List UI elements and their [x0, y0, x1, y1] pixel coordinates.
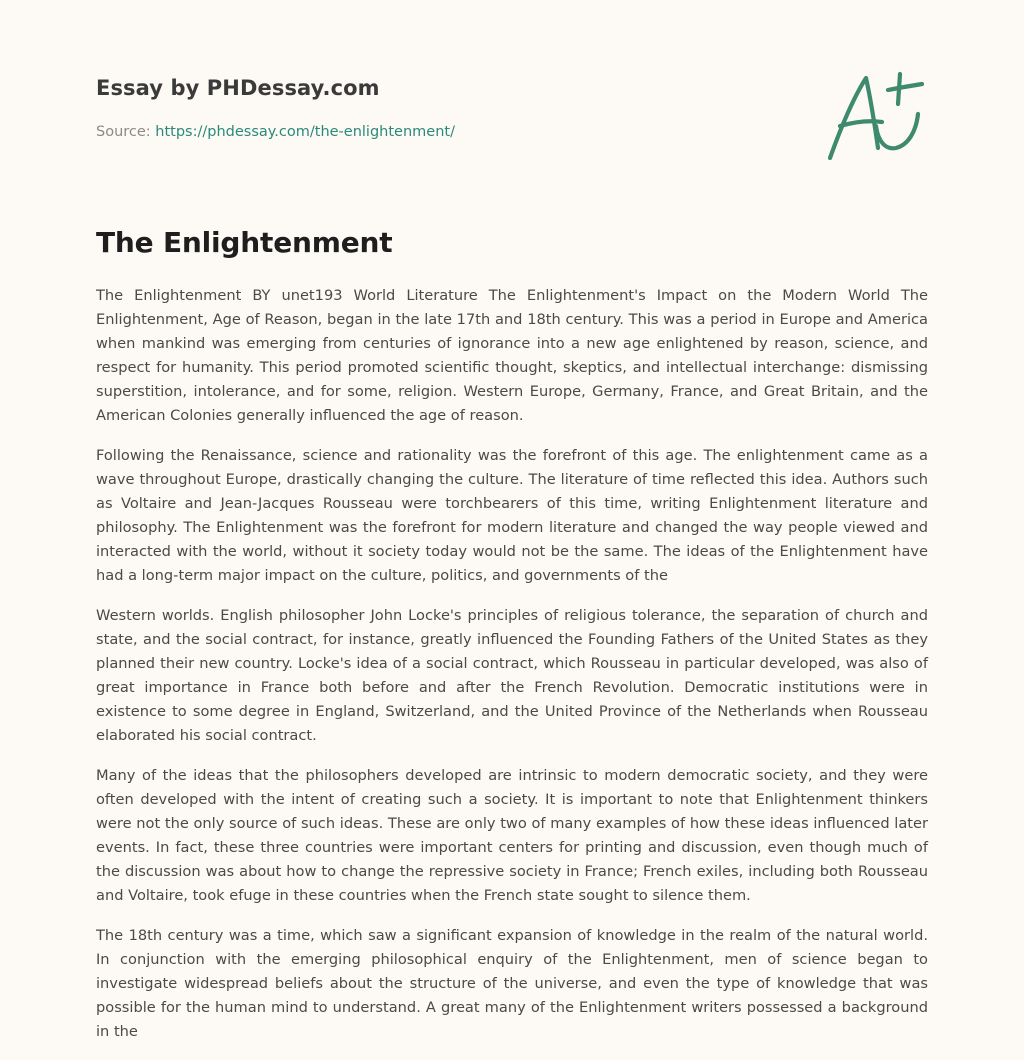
essay-paragraph: The 18th century was a time, which saw a significant expansion of knowledge in the realm of the natural world. In conjunction with the emerging philosophical enquiry of the Enlightenment, men of science began to investigate widespread beliefs about the structure of the universe, and even the type of knowledge that was possible for the human mind to understand. A great many of the Enlightenment writers possessed a background in the [96, 927, 928, 1040]
essay-title: The Enlightenment [96, 226, 393, 259]
source-line [96, 124, 455, 140]
essay-paragraph: Many of the ideas that the philosophers developed are intrinsic to modern democratic society, and they were often developed with the intent of creating such a society. It is important to note that Enlightenment thinkers were not the only source of such ideas. These are only two of many examples of how these ideas influenced later events. In fact, these three countries were important centers for printing and discussion, even though much of the discussion was about how to change the repressive society in France; French exiles, including both Rousseau and Voltaire, took efuge in these countries when the French state sought to silence them. [96, 767, 928, 904]
essay-paragraph: The Enlightenment BY unet193 World Literature The Enlightenment's Impact on the Modern World The Enlightenment, Age of Reason, began in the late 17th and 18th century. This was a period in Europe and America when mankind was emerging from centuries of ignorance into a new age enlightened by reason, science, and respect for humanity. This period promoted scientific thought, skeptics, and intellectual interchange: dismissing superstition, intolerance, and for some, religion. Western Europe, Germany, France, and Great Britain, and the American Colonies generally influenced the age of reason. [96, 287, 928, 424]
source-label: Source: [96, 124, 156, 140]
essay-body [96, 284, 928, 1060]
essay-paragraph: Following the Renaissance, science and rationality was the forefront of this age. The enlightenment came as a wave throughout Europe, drastically changing the culture. The literature of time reflected this idea. Authors such as Voltaire and Jean-Jacques Rousseau were torchbearers of this time, writing Enlightenment literature and philosophy. The Enlightenment was the forefront for modern literature and changed the way people viewed and interacted with the world, without it society today would not be the same. The ideas of the Enlightenment have had a long-term major impact on the culture, politics, and governments of the [96, 447, 928, 584]
site-title: Essay by PHDessay.com [96, 76, 380, 100]
essay-page [96, 0, 928, 1040]
a-plus-grade-icon [826, 68, 926, 164]
essay-paragraph: Western worlds. English philosopher John Locke's principles of religious tolerance, the separation of church and state, and the social contract, for instance, greatly influenced the Founding Fathers of the United States as they planned their new country. Locke's idea of a social contract, which Rousseau in particular developed, was also of great importance in France both before and after the French Revolution. Democratic institutions were in existence to some degree in England, Switzerland, and the United Province of the Netherlands when Rousseau elaborated his social contract. [96, 607, 928, 744]
source-link[interactable]: https://phdessay.com/the-enlightenment/ [155, 124, 455, 140]
